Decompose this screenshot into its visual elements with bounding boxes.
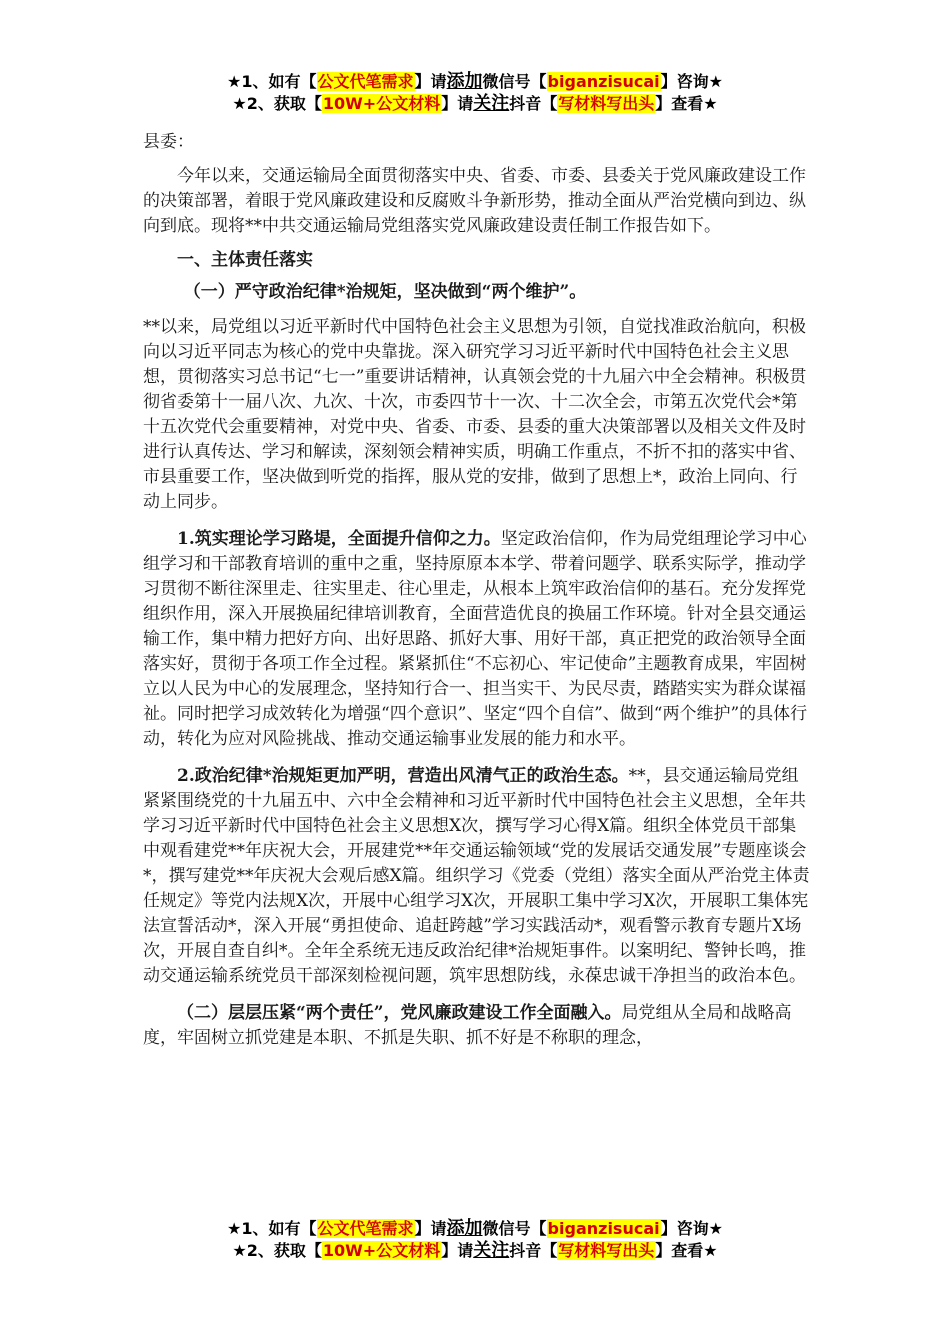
promo-text: 】请 (414, 1219, 447, 1238)
numbered-paragraph (143, 527, 813, 752)
body-paragraph: **以来，局党组以习近平新时代中国特色社会主义思想为引领，自觉找准政治航向，积极向以习近平同志为核心的党中央靠拢。深入研究学习习近平新时代中国特色社会主义思想，贯彻落实习总书记“七一”重要讲话精神，认真领会党的十九届六中全会精神。积极贯彻省委第十一届八次、九次、十次，市委四节十一次、十二次全会，市第五次党代会*第十五次党代会重要精神，对党中央、省委、市委、县委的重大决策部署以及相关文件及时进行认真传达、学习和解读，深刻领会精神实质，明确工作重点，不折不扣的落实中省、市县重要工作，坚决做到听党的指挥，服从党的安排，做到了思想上*，政治上同向、行动上同步。 (143, 317, 807, 512)
subsection-body: 局党组从全局和战略高度，牢固树立抓党建是本职、不抓是失职、抓不好是不称职的理念， (143, 1003, 792, 1048)
section-heading: 一、主体责任落实 (177, 250, 313, 270)
promo-line-2 (0, 93, 950, 115)
promo-text: 】请 (441, 94, 474, 113)
intro-paragraph: 今年以来，交通运输局全面贯彻落实中央、省委、市委、县委关于党风廉政建设工作的决策部署，着眼于党风廉政建设和反腐败斗争新形势，推动全面从严治党横向到边、纵向到底。现将**中共交通运输局党组落实党风廉政建设责任制工作报告如下。 (143, 166, 806, 236)
promo-line-2 (0, 1240, 950, 1262)
document-body (143, 130, 813, 1051)
promo-emphasis: 添加 (446, 1218, 483, 1239)
promo-text: 】查看★ (655, 1241, 718, 1260)
promo-emphasis: 关注 (473, 93, 510, 114)
promo-text: ★2、获取【 (232, 1241, 322, 1260)
promo-text: ★1、如有【 (227, 1219, 317, 1238)
promo-line-1 (0, 1218, 950, 1240)
promo-banner-top (0, 71, 950, 115)
promo-highlight: 写材料写出头 (558, 1241, 655, 1260)
promo-emphasis: 关注 (473, 1240, 510, 1261)
promo-text: 微信号【 (482, 1219, 547, 1238)
promo-text: ★2、获取【 (232, 94, 322, 113)
promo-highlight: biganzisucai (547, 72, 660, 91)
promo-text: ★1、如有【 (227, 72, 317, 91)
promo-text: 】请 (414, 72, 447, 91)
salutation: 县委： (143, 132, 194, 152)
promo-line-1 (0, 71, 950, 93)
item-title: 1.筑实理论学习路堤，全面提升信仰之力。 (177, 529, 501, 549)
item-body: **，县交通运输局党组紧紧围绕党的十九届五中、六中全会精神和习近平新时代中国特色社会主义思想，全年共学习习近平新时代中国特色社会主义思想X次，撰写学习心得X篇。组织全体党员干部集中观看建党**年庆祝大会，开展建党**年交通运输领域“党的发展话交通发展”专题座谈会*，撰写建党**年庆祝大会观后感X篇。组织学习《党委（党组）落实全面从严治党主体责任规定》等党内法规X次，开展中心组学习X次，开展职工集中学习X次，开展职工集体宪法宣誓活动*，深入开展“勇担使命、追赶跨越”学习实践活动*，观看警示教育专题片X场次，开展自查自纠*。全年全系统无违反政治纪律*治规矩事件。以案明纪、警钟长鸣，推动交通运输系统党员干部深刻检视问题，筑牢思想防线，永葆忠诚干净担当的政治本色。 (143, 766, 810, 986)
promo-highlight: 公文代笔需求 (317, 72, 414, 91)
promo-highlight: 写材料写出头 (558, 94, 655, 113)
promo-highlight: 公文代笔需求 (317, 1219, 414, 1238)
promo-highlight: biganzisucai (547, 1219, 660, 1238)
promo-text: 】咨询★ (660, 72, 723, 91)
subsection-heading: （一）严守政治纪律*治规矩，坚决做到“两个维护”。 (183, 282, 587, 302)
promo-highlight: 10W+公文材料 (322, 94, 441, 113)
promo-emphasis: 添加 (446, 71, 483, 92)
item-body: 坚定政治信仰，作为局党组理论学习中心组学习和干部教育培训的重中之重，坚持原原本本学、带着问题学、联系实际学，推动学习贯彻不断往深里走、往实里走、往心里走，从根本上筑牢政治信仰的基石。充分发挥党组织作用，深入开展换届纪律培训教育，全面营造优良的换届工作环境。针对全县交通运输工作，集中精力把好方向、出好思路、抓好大事、用好干部，真正把党的政治领导全面落实好，贯彻于各项工作全过程。紧紧抓住“不忘初心、牢记使命”主题教育成果，牢固树立以人民为中心的发展理念，坚持知行合一、担当实干、为民尽责，踏踏实实为群众谋福祉。同时把学习成效转化为增强“四个意识”、坚定“四个自信”、做到“两个维护”的具体行动，转化为应对风险挑战、推动交通运输事业发展的能力和水平。 (143, 529, 808, 749)
promo-text: 抖音【 (509, 94, 558, 113)
promo-banner-bottom (0, 1218, 950, 1262)
numbered-paragraph (143, 764, 813, 989)
promo-text: 】请 (441, 1241, 474, 1260)
subsection-paragraph (143, 1001, 813, 1051)
item-title: 2.政治纪律*治规矩更加严明，营造出风清气正的政治生态。 (177, 766, 629, 786)
promo-highlight: 10W+公文材料 (322, 1241, 441, 1260)
promo-text: 】咨询★ (660, 1219, 723, 1238)
promo-text: 】查看★ (655, 94, 718, 113)
subsection-title: （二）层层压紧“两个责任”，党风廉政建设工作全面融入。 (177, 1003, 622, 1023)
promo-text: 微信号【 (482, 72, 547, 91)
promo-text: 抖音【 (509, 1241, 558, 1260)
